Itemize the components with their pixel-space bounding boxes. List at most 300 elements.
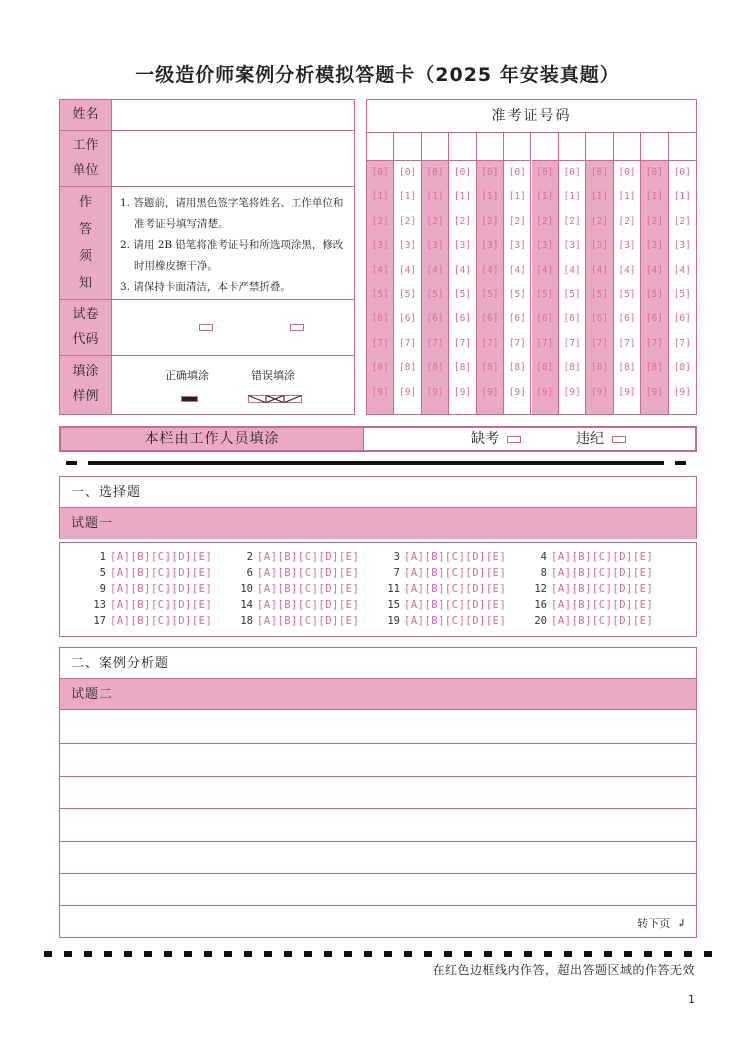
admission-digit-column <box>559 133 586 414</box>
option-bubbles[interactable]: [A][B][C][D][E] <box>404 567 507 579</box>
admission-digit-bubble[interactable]: [3] <box>508 240 526 252</box>
admission-digit-bubble[interactable]: [3] <box>453 240 472 252</box>
section-case-sub: 试题二 <box>60 679 696 710</box>
bottom-dashed-border <box>0 951 755 957</box>
dash-segment <box>144 951 152 957</box>
admission-digit-bubble[interactable]: [7] <box>508 337 526 349</box>
example-label <box>60 356 112 414</box>
dash-segment <box>324 951 332 957</box>
turn-page-label: 转下页 <box>637 917 671 930</box>
choice-question <box>378 615 506 627</box>
separator-left <box>66 461 77 465</box>
admission-digit-bubble[interactable]: [4] <box>399 264 417 276</box>
admission-digit-bubble[interactable]: [6] <box>399 313 417 325</box>
admission-digit-write-cell[interactable] <box>669 133 696 161</box>
admission-digit-bubble[interactable]: [1] <box>645 191 663 203</box>
admission-digit-bubble[interactable]: [4] <box>563 264 581 276</box>
dash-segment <box>544 951 552 957</box>
option-bubbles[interactable]: [A][B][C][D][E] <box>110 583 213 595</box>
admission-digit-bubble[interactable]: [2] <box>481 215 499 227</box>
notice-item: 3. 请保持卡面清洁，本卡严禁折叠。 <box>120 281 291 293</box>
dash-segment <box>164 951 172 957</box>
separator-right <box>675 461 686 465</box>
admission-digit-bubble[interactable]: [5] <box>563 288 581 300</box>
admission-digit-bubble[interactable]: [3] <box>536 240 554 252</box>
option-bubbles[interactable]: [A][B][C][D][E] <box>257 567 360 579</box>
admission-digit-bubble[interactable]: [0] <box>563 167 581 178</box>
choice-question <box>378 551 506 563</box>
page-title: 一级造价师案例分析模拟答题卡（2025 年安装真题） <box>135 64 620 86</box>
admission-digit-bubble[interactable]: [0] <box>371 167 389 178</box>
admission-digit-bubble[interactable]: [0] <box>536 167 554 178</box>
code-row <box>60 300 354 356</box>
name-label <box>60 100 112 130</box>
notice-row <box>60 187 354 300</box>
admission-digit-bubble[interactable]: [3] <box>399 240 417 252</box>
admission-digit-write-cell[interactable] <box>532 133 558 161</box>
admission-digit-bubble[interactable]: [8] <box>399 362 417 374</box>
admission-digit-bubble[interactable]: [7] <box>453 337 472 349</box>
admission-digit-bubble[interactable]: [0] <box>453 167 472 178</box>
admission-digit-bubble[interactable]: [2] <box>673 215 691 227</box>
admission-digit-bubble[interactable]: [2] <box>508 215 526 227</box>
admission-digit-bubble[interactable]: [3] <box>563 240 581 252</box>
work-label-2: 单位 <box>72 162 99 178</box>
choice-question <box>525 583 653 595</box>
dash-segment <box>284 951 292 957</box>
admission-digit-bubble[interactable]: [8] <box>453 362 472 374</box>
admission-digit-bubble[interactable]: [5] <box>673 288 691 300</box>
page-number: 1 <box>688 993 695 1006</box>
admission-digit-bubble[interactable]: [3] <box>645 240 663 252</box>
choice-question <box>525 567 653 579</box>
admission-digit-bubble[interactable]: [7] <box>618 337 636 349</box>
name-field[interactable] <box>113 100 354 130</box>
question-number: 2 <box>246 551 253 563</box>
admission-digit-bubble[interactable]: [8] <box>481 362 499 374</box>
admission-digit-bubble[interactable]: [7] <box>563 337 581 349</box>
dash-segment <box>604 951 612 957</box>
choice-question <box>231 567 359 579</box>
admission-digit-bubble[interactable]: [8] <box>673 362 691 374</box>
admission-digit-bubble[interactable]: [5] <box>426 288 444 300</box>
work-unit-field[interactable] <box>113 131 354 186</box>
dash-segment <box>684 951 692 957</box>
question-number: 20 <box>534 615 547 627</box>
option-bubbles[interactable]: [A][B][C][D][E] <box>404 583 507 595</box>
admission-digit-bubble[interactable]: [2] <box>426 215 444 227</box>
absent-option[interactable] <box>471 428 521 450</box>
admission-digit-column <box>394 133 421 414</box>
turn-arrow-icon: ↲ <box>676 917 686 930</box>
choice-question <box>231 583 359 595</box>
admission-digit-bubble[interactable]: [3] <box>426 240 444 252</box>
admission-digit-bubble[interactable]: [9] <box>673 386 691 398</box>
option-bubbles[interactable]: [A][B][C][D][E] <box>257 599 360 611</box>
admission-digit-bubble[interactable]: [0] <box>481 167 499 178</box>
notice-char-3: 须 <box>78 249 92 264</box>
dash-segment <box>424 951 432 957</box>
admission-digit-bubble[interactable]: [8] <box>426 362 444 374</box>
admission-digit-bubble[interactable]: [3] <box>618 240 636 252</box>
admission-digit-bubble[interactable]: [6] <box>371 313 389 325</box>
option-bubbles[interactable]: [A][B][C][D][E] <box>110 551 213 563</box>
admission-digit-bubble[interactable]: [8] <box>563 362 581 374</box>
admission-digit-write-cell[interactable] <box>559 133 585 161</box>
absent-label: 缺考 <box>471 431 499 447</box>
turn-page-note <box>637 915 686 931</box>
admission-digit-bubble[interactable]: [7] <box>536 337 554 349</box>
admission-digit-bubble[interactable]: [1] <box>563 191 581 203</box>
admission-digit-bubble[interactable]: [7] <box>590 337 609 349</box>
dash-segment <box>364 951 372 957</box>
question-number: 3 <box>393 551 400 563</box>
case-answer-area[interactable] <box>60 712 696 937</box>
admission-digit-bubble[interactable]: [3] <box>481 240 499 252</box>
admission-digit-bubble[interactable]: [6] <box>453 313 472 325</box>
admission-digit-bubble[interactable]: [5] <box>399 288 417 300</box>
admission-digit-bubble[interactable]: [5] <box>508 288 526 300</box>
admission-digit-bubble[interactable]: [2] <box>371 215 389 227</box>
notice-label <box>60 187 112 299</box>
example-label-2: 样例 <box>72 389 99 404</box>
question-number: 19 <box>387 615 400 627</box>
name-row <box>60 100 354 131</box>
admission-digit-column <box>669 133 696 414</box>
name-label-text: 姓名 <box>72 106 99 122</box>
admission-digit-bubble[interactable]: [2] <box>453 215 472 227</box>
option-bubbles[interactable]: [A][B][C][D][E] <box>404 599 507 611</box>
question-number: 15 <box>387 599 400 611</box>
admission-digit-bubble[interactable]: [8] <box>645 362 663 374</box>
option-bubbles[interactable]: [A][B][C][D][E] <box>551 615 654 627</box>
question-number: 16 <box>534 599 547 611</box>
admission-digit-write-cell[interactable] <box>614 133 640 161</box>
question-number: 9 <box>99 583 106 595</box>
admission-digit-bubble[interactable]: [8] <box>590 362 609 374</box>
admission-digit-bubble[interactable]: [9] <box>645 386 663 398</box>
option-bubbles[interactable]: [A][B][C][D][E] <box>257 551 360 563</box>
admission-digit-bubble[interactable]: [9] <box>371 386 389 398</box>
admission-number-table <box>366 99 697 415</box>
admission-digit-bubble[interactable]: [5] <box>481 288 499 300</box>
admission-digit-bubble[interactable]: [6] <box>508 313 526 325</box>
work-row <box>60 131 354 187</box>
admission-digit-write-cell[interactable] <box>367 133 393 161</box>
violation-box[interactable] <box>612 436 626 443</box>
admission-digit-bubble[interactable]: [1] <box>481 191 499 203</box>
admission-digit-bubble[interactable]: [9] <box>453 386 472 398</box>
admission-digit-column <box>586 133 613 414</box>
option-bubbles[interactable]: [A][B][C][D][E] <box>551 583 654 595</box>
question-number: 11 <box>387 583 400 595</box>
admission-digit-bubble[interactable]: [5] <box>371 288 389 300</box>
choice-question <box>378 599 506 611</box>
admission-digit-write-cell[interactable] <box>477 133 503 161</box>
question-number: 17 <box>93 615 106 627</box>
admission-digit-bubble[interactable]: [4] <box>536 264 554 276</box>
option-bubbles[interactable]: [A][B][C][D][E] <box>110 567 213 579</box>
admission-digit-bubble[interactable]: [9] <box>399 386 417 398</box>
admission-digit-bubble[interactable]: [5] <box>590 288 609 300</box>
notice-char-1: 作 <box>78 195 92 210</box>
notice-item: 1. 答题前，请用黑色签字笔将姓名、工作单位和准考证号填写清楚。 <box>120 197 344 230</box>
admission-digit-bubble[interactable]: [6] <box>426 313 444 325</box>
code-label <box>60 300 112 355</box>
dash-segment <box>664 951 672 957</box>
admission-digit-bubble[interactable]: [2] <box>618 215 636 227</box>
correct-fill-example <box>181 396 198 402</box>
dash-segment <box>264 951 272 957</box>
admission-digit-bubble[interactable]: [1] <box>453 191 472 203</box>
code-label-1: 试卷 <box>72 306 99 322</box>
choice-question <box>378 583 506 595</box>
admission-digit-column <box>614 133 641 414</box>
correct-fill-label: 正确填涂 <box>165 369 209 382</box>
dash-segment <box>704 951 712 957</box>
violation-option[interactable] <box>576 428 626 450</box>
candidate-info-table <box>59 99 355 415</box>
admission-digit-bubble[interactable]: [0] <box>590 167 609 178</box>
admission-digit-bubble[interactable]: [2] <box>399 215 417 227</box>
admission-digit-bubble[interactable]: [1] <box>536 191 554 203</box>
admission-digit-bubble[interactable]: [0] <box>673 167 691 178</box>
code-box-1[interactable] <box>199 324 213 331</box>
question-number: 14 <box>240 599 253 611</box>
admission-digit-bubble[interactable]: [4] <box>426 264 444 276</box>
absent-box[interactable] <box>507 436 521 443</box>
dash-segment <box>444 951 452 957</box>
admission-digit-bubble[interactable]: [2] <box>645 215 663 227</box>
admission-digit-bubble[interactable]: [4] <box>453 264 472 276</box>
separator-main <box>88 461 664 465</box>
choice-question <box>84 551 212 563</box>
admission-digit-bubble[interactable]: [0] <box>426 167 444 178</box>
question-number: 13 <box>93 599 106 611</box>
option-bubbles[interactable]: [A][B][C][D][E] <box>257 615 360 627</box>
question-number: 8 <box>540 567 547 579</box>
dash-segment <box>84 951 92 957</box>
admission-digit-column <box>641 133 668 414</box>
admission-digit-bubble[interactable]: [4] <box>645 264 663 276</box>
admission-digit-bubble[interactable]: [5] <box>453 288 472 300</box>
code-label-2: 代码 <box>72 331 99 347</box>
section-case <box>59 647 697 938</box>
admission-digit-write-cell[interactable] <box>586 133 612 161</box>
admission-digit-bubble[interactable]: [9] <box>590 386 609 398</box>
admission-digit-bubble[interactable]: [8] <box>371 362 389 374</box>
question-number: 18 <box>240 615 253 627</box>
question-number: 5 <box>99 567 106 579</box>
admission-digit-bubble[interactable]: [0] <box>399 167 417 178</box>
admission-digit-bubble[interactable]: [5] <box>536 288 554 300</box>
dash-segment <box>184 951 192 957</box>
dash-segment <box>124 951 132 957</box>
dash-segment <box>504 951 512 957</box>
admission-digit-column <box>422 133 449 414</box>
footer-note: 在红色边框线内作答，超出答题区域的作答无效 <box>432 963 695 977</box>
dash-segment <box>304 951 312 957</box>
admission-digit-bubble[interactable]: [1] <box>673 191 691 203</box>
code-box-2[interactable] <box>290 324 304 331</box>
admission-digit-bubble[interactable]: [7] <box>673 337 691 349</box>
admission-digit-bubble[interactable]: [6] <box>645 313 663 325</box>
dash-segment <box>384 951 392 957</box>
admission-digit-bubble[interactable]: [2] <box>563 215 581 227</box>
admission-digit-write-cell[interactable] <box>394 133 420 161</box>
wrong-fill-example <box>248 395 302 404</box>
admission-digit-column <box>532 133 559 414</box>
question-number: 1 <box>99 551 106 563</box>
notice-item: 2. 请用 2B 铅笔将准考证号和所选项涂黑，修改时用橡皮擦干净。 <box>120 239 344 272</box>
choice-question <box>378 567 506 579</box>
admission-digit-bubble[interactable]: [9] <box>536 386 554 398</box>
admission-digit-bubble[interactable]: [4] <box>371 264 389 276</box>
admission-digit-bubble[interactable]: [4] <box>673 264 691 276</box>
example-row <box>60 356 354 414</box>
option-bubbles[interactable]: [A][B][C][D][E] <box>551 567 654 579</box>
admission-digit-bubble[interactable]: [8] <box>536 362 554 374</box>
section-choice-sub: 试题一 <box>60 508 696 539</box>
dash-segment <box>64 951 72 957</box>
section-case-title: 二、案例分析题 <box>60 648 696 679</box>
admission-digit-write-cell[interactable] <box>449 133 475 161</box>
choice-question <box>84 583 212 595</box>
admission-digit-bubble[interactable]: [0] <box>645 167 663 178</box>
dash-segment <box>584 951 592 957</box>
option-bubbles[interactable]: [A][B][C][D][E] <box>404 615 507 627</box>
option-bubbles[interactable]: [A][B][C][D][E] <box>257 583 360 595</box>
dash-segment <box>244 951 252 957</box>
admission-digit-bubble[interactable]: [6] <box>536 313 554 325</box>
admission-digit-bubble[interactable]: [8] <box>508 362 526 374</box>
staff-fill-row <box>59 426 697 452</box>
admission-number-title: 准考证号码 <box>367 100 696 133</box>
admission-digit-bubble[interactable]: [7] <box>426 337 444 349</box>
notice-char-2: 答 <box>78 222 92 237</box>
admission-digit-bubble[interactable]: [1] <box>508 191 526 203</box>
admission-digit-bubble[interactable]: [8] <box>618 362 636 374</box>
option-bubbles[interactable]: [A][B][C][D][E] <box>110 599 213 611</box>
admission-digit-bubble[interactable]: [9] <box>563 386 581 398</box>
staff-label: 本栏由工作人员填涂 <box>61 428 364 450</box>
violation-label: 违纪 <box>576 431 604 447</box>
admission-digit-bubble[interactable]: [9] <box>426 386 444 398</box>
admission-digit-bubble[interactable]: [2] <box>536 215 554 227</box>
admission-digit-bubble[interactable]: [4] <box>508 264 526 276</box>
admission-digit-bubble[interactable]: [3] <box>590 240 609 252</box>
admission-digit-bubble[interactable]: [7] <box>481 337 499 349</box>
option-bubbles[interactable]: [A][B][C][D][E] <box>551 551 654 563</box>
choice-question <box>525 615 653 627</box>
admission-digit-bubble[interactable]: [9] <box>481 386 499 398</box>
wrong-fill-label: 错误填涂 <box>251 369 295 382</box>
admission-digit-bubble[interactable]: [1] <box>618 191 636 203</box>
admission-digit-bubble[interactable]: [7] <box>399 337 417 349</box>
admission-digit-bubble[interactable]: [3] <box>371 240 389 252</box>
question-number: 6 <box>246 567 253 579</box>
dash-segment <box>464 951 472 957</box>
admission-digit-bubble[interactable]: [1] <box>371 191 389 203</box>
admission-digit-column <box>504 133 531 414</box>
admission-digit-bubble[interactable]: [3] <box>673 240 691 252</box>
work-label-1: 工作 <box>72 137 99 153</box>
dash-segment <box>524 951 532 957</box>
admission-digit-bubble[interactable]: [7] <box>371 337 389 349</box>
dash-segment <box>44 951 52 957</box>
admission-digit-write-cell[interactable] <box>641 133 667 161</box>
dash-segment <box>104 951 112 957</box>
dash-segment <box>344 951 352 957</box>
admission-digit-bubble[interactable]: [9] <box>508 386 526 398</box>
dash-segment <box>644 951 652 957</box>
admission-digit-bubble[interactable]: [2] <box>590 215 609 227</box>
admission-digit-bubble[interactable]: [4] <box>590 264 609 276</box>
dash-segment <box>224 951 232 957</box>
admission-digit-bubble[interactable]: [5] <box>645 288 663 300</box>
choice-question <box>84 615 212 627</box>
admission-digit-bubble[interactable]: [7] <box>645 337 663 349</box>
admission-digit-bubble[interactable]: [0] <box>508 167 526 178</box>
choice-question <box>84 567 212 579</box>
option-bubbles[interactable]: [A][B][C][D][E] <box>551 599 654 611</box>
option-bubbles[interactable]: [A][B][C][D][E] <box>404 551 507 563</box>
dash-segment <box>404 951 412 957</box>
admission-digit-bubble[interactable]: [9] <box>618 386 636 398</box>
dash-segment <box>204 951 212 957</box>
admission-digit-column <box>477 133 504 414</box>
choice-question <box>231 615 359 627</box>
admission-digit-bubble[interactable]: [5] <box>618 288 636 300</box>
admission-digit-bubble[interactable]: [6] <box>563 313 581 325</box>
example-label-1: 填涂 <box>72 364 99 380</box>
section-choice-title: 一、选择题 <box>60 477 696 508</box>
admission-digit-bubble[interactable]: [1] <box>399 191 417 203</box>
admission-digit-bubble[interactable]: [6] <box>673 313 691 325</box>
choice-question <box>525 551 653 563</box>
admission-digit-bubble[interactable]: [4] <box>618 264 636 276</box>
option-bubbles[interactable]: [A][B][C][D][E] <box>110 615 213 627</box>
admission-digit-write-cell[interactable] <box>422 133 448 161</box>
work-label <box>60 131 112 186</box>
admission-digit-column <box>449 133 476 414</box>
admission-digit-write-cell[interactable] <box>504 133 530 161</box>
dash-segment <box>624 951 632 957</box>
admission-digit-bubble[interactable]: [6] <box>481 313 499 325</box>
section-choice <box>59 476 697 539</box>
dash-segment <box>564 951 572 957</box>
dash-segment <box>484 951 492 957</box>
choice-question <box>84 599 212 611</box>
question-number: 4 <box>540 551 547 563</box>
question-number: 7 <box>393 567 400 579</box>
admission-digit-column <box>367 133 394 414</box>
choice-question <box>231 599 359 611</box>
choice-question <box>231 551 359 563</box>
admission-digit-bubble[interactable]: [1] <box>426 191 444 203</box>
question-number: 12 <box>534 583 547 595</box>
notice-list <box>120 193 350 298</box>
admission-digit-bubble[interactable]: [6] <box>618 313 636 325</box>
choice-question <box>525 599 653 611</box>
admission-digit-bubble[interactable]: [1] <box>590 191 609 203</box>
question-number: 10 <box>240 583 253 595</box>
admission-digit-bubble[interactable]: [0] <box>618 167 636 178</box>
admission-digit-bubble[interactable]: [4] <box>481 264 499 276</box>
choice-answer-grid <box>59 542 697 637</box>
admission-digit-bubble[interactable]: [6] <box>590 313 609 325</box>
notice-char-4: 知 <box>78 276 92 291</box>
